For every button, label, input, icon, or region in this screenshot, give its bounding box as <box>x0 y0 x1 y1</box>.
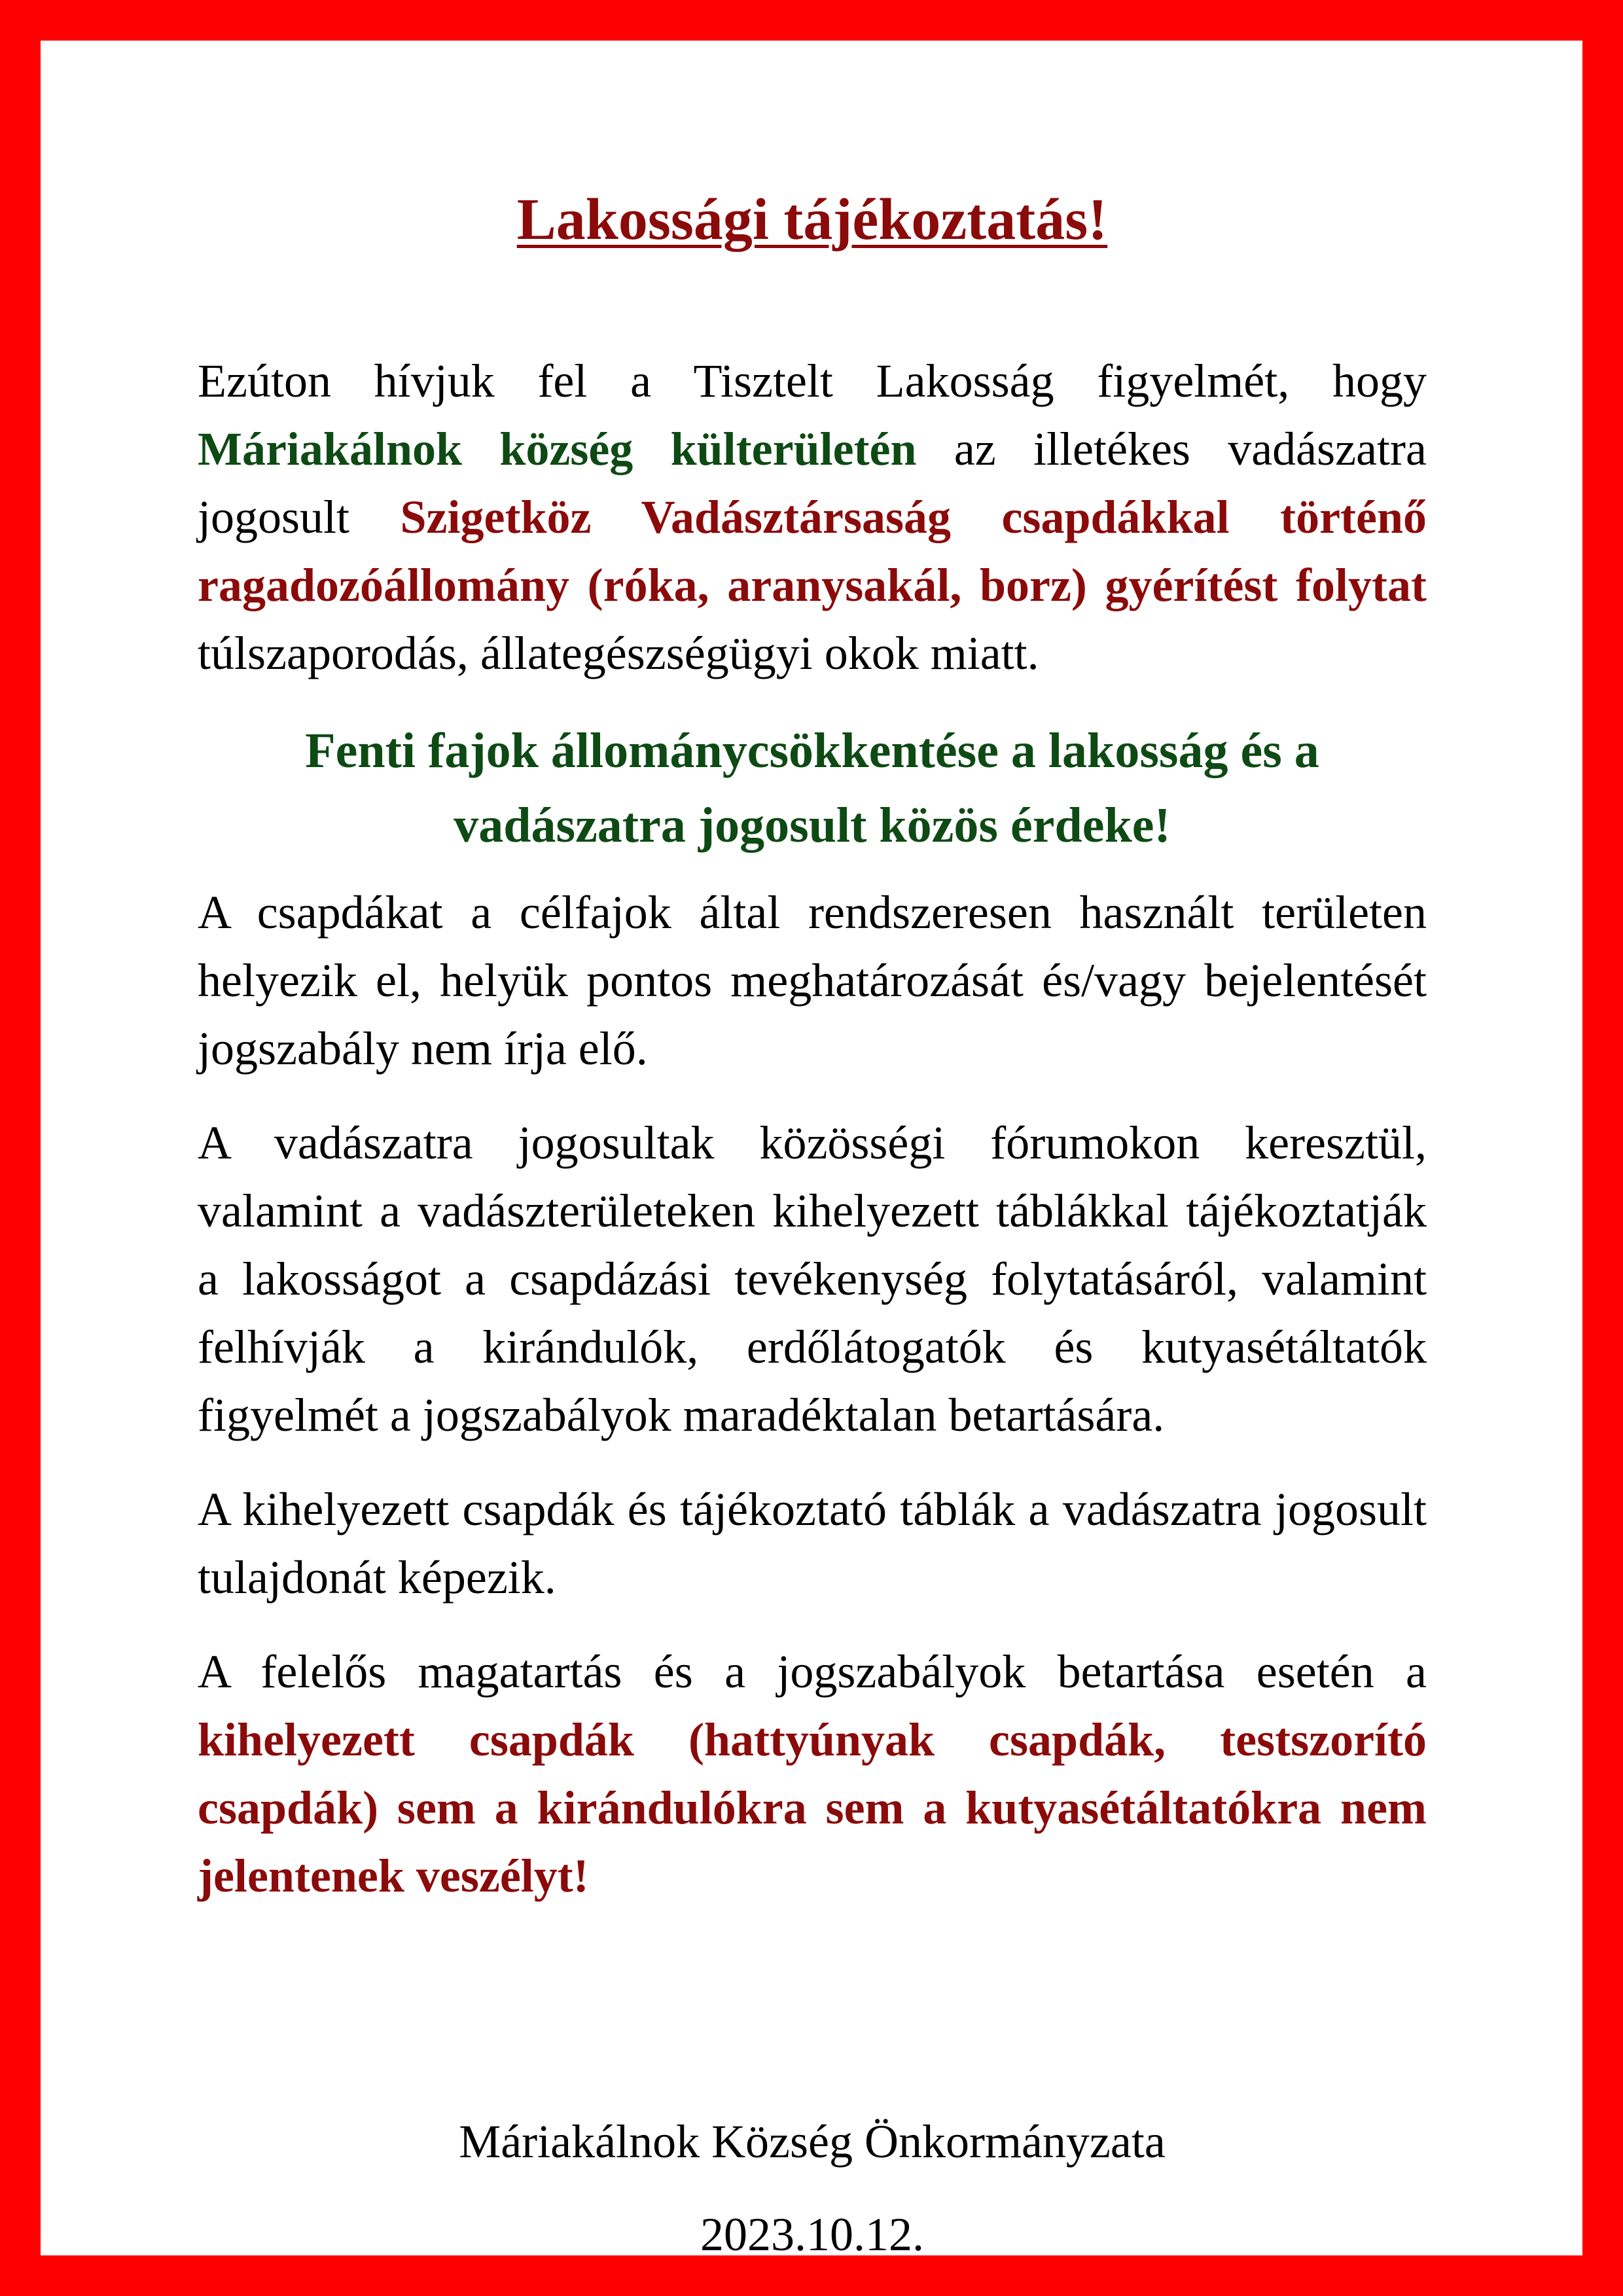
trap-placement-paragraph: A csapdákat a célfajok által rendszeresen használt területen helyezik el, helyük pontos meghatározását és/vagy bejelentését jogszabály nem írja elő. <box>198 886 1427 1075</box>
safety-highlight: kihelyezett csapdák (hattyúnyak csapdák, testszorító csapdák) sem a kirándulókra sem a kutyasétáltatókra nem jelentenek veszélyt! <box>198 1713 1427 1902</box>
information-paragraph: A vadászatra jogosultak közösségi fórumokon keresztül, valamint a vadászterületeken kihelyezett táblákkal tájékoztatják a lakosságot a csapdázási tevékenység folytatásáról, valamint felhívják a kirándulók, erdőlátogatók és kutyasétáltatók figyelmét a jogszabályok maradéktalan betartására. <box>198 1117 1427 1441</box>
intro-location-highlight: Máriakálnok község külterületén <box>198 423 917 475</box>
notice-content <box>198 185 1427 1936</box>
intro-text-2: az illetékes vadászatra jogosult <box>198 423 1427 543</box>
intro-text-1: Ezúton hívjuk fel a Tisztelt Lakosság figyelmét, hogy <box>198 355 1427 407</box>
ownership-paragraph: A kihelyezett csapdák és tájékoztató táblák a vadászatra jogosult tulajdonát képezik. <box>198 1483 1427 1604</box>
safety-paragraph <box>198 1638 1427 1910</box>
common-interest-slogan: Fenti fajok állománycsökkentése a lakosság és a vadászatra jogosult közös érdeke! <box>305 723 1319 853</box>
safety-text: A felelős magatartás és a jogszabályok betartása esetén a <box>198 1645 1427 1698</box>
notice-date: 2023.10.12. <box>700 2208 924 2261</box>
intro-action-highlight: Szigetköz Vadásztársaság csapdákkal történő ragadozóállomány (róka, aranysakál, borz) gyérítést folytat <box>198 491 1427 611</box>
notice-title: Lakossági tájékoztatás! <box>516 187 1108 252</box>
intro-text-3: túlszaporodás, állategészségügyi okok miatt. <box>198 627 1039 679</box>
signature: Máriakálnok Község Önkormányzata <box>459 2115 1166 2168</box>
intro-paragraph <box>198 347 1427 687</box>
